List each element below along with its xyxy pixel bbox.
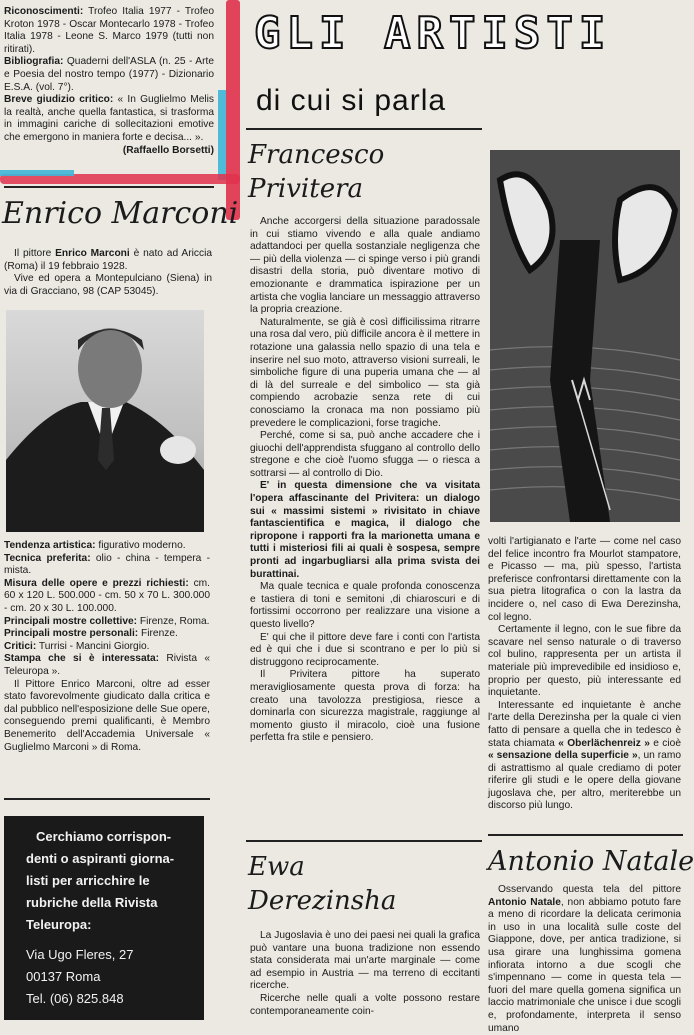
- privitera-article: [250, 216, 480, 745]
- artist-bio: [4, 248, 212, 298]
- ad-line: Cerchiamo corrispon-: [36, 829, 172, 844]
- riconoscimenti: Riconoscimenti: Trofeo Italia 1977 - Trofeo Kroton 1978 - Oscar Montecarlo 1978 - Trofeo Italia 1978 - Leone S. Marco 1979 (tutti non ritirati).: [4, 6, 214, 55]
- ad-address: Via Ugo Fleres, 27: [26, 947, 134, 962]
- fact-personali: Principali mostre personali: Firenze.: [4, 628, 178, 640]
- page-title: GLI ARTISTI: [254, 8, 612, 59]
- section-heading-derezinsha: [248, 850, 396, 918]
- ad-address: 00137 Roma: [26, 969, 101, 984]
- heading-line: Ewa: [248, 852, 305, 882]
- fact-tendenza: Tendenza artistica: figurativo moderno.: [4, 540, 186, 551]
- bio-birth: Il pittore Enrico Marconi è nato ad Ariccia (Roma) il 19 febbraio 1928.: [4, 248, 212, 272]
- paragraph: Osservando questa tela del pittore Antonio Natale, non abbiamo potuto fare a meno di ricordare la delicata cerimonia in uso in una località sulle coste del Giappone, dove, per antica tradizione, si usa girare una lunghissima gomena infiorata intorno a due scogli che s'impennano — come in questa tela — fuori del mare quella gomena significa un laccio matrimoniale che unisce i due scogli e, profondamente, interpreta il senso umano: [488, 884, 681, 1034]
- paragraph: Certamente il legno, con le sue fibre da scavare nel senso naturale o di traverso col bulino, rappresenta per un artista il materiale più imprevedibile ed insidioso e, proprio per questo, più interessante ed inquietante.: [488, 624, 681, 699]
- portrait-illustration: [6, 310, 204, 532]
- signature: (Raffaello Borsetti): [122, 144, 214, 156]
- woodcut-illustration: [490, 150, 680, 522]
- paint-mark-red-vertical: [226, 0, 240, 220]
- ad-line: Teleuropa:: [26, 917, 92, 932]
- section-heading-natale: Antonio Natale: [488, 846, 694, 877]
- paragraph: E' qui che il pittore deve fare i conti con l'artista ed è qui che i due si scontrano e per lo più si distruggono reciprocamente.: [250, 631, 480, 668]
- artist-facts: [4, 540, 210, 754]
- section-heading-privitera: [248, 138, 384, 206]
- ad-line: listi per arricchire le: [26, 873, 150, 888]
- paragraph: Anche accorgersi della situazione paradossale in cui stiamo vivendo e alla quale andiamo adattandoci per quella sostanziale negligenza che — più della violenza — ci spinge verso i più grandi disastri della storia, può diventare motivo di emozionante e drammatica ispirazione per un artista che voglia lanciare un messaggio attraverso la propria creazione.: [250, 216, 480, 316]
- derezinsha-article: [250, 930, 480, 1018]
- paragraph: Naturalmente, se già è così difficilissima ritrarre una rosa dal vero, più difficile ancora è il mettere in rotazione una galassia nello spazio di una tela e inserire nel suo moto, attraverso visioni surreali, le simboliche figure di una puperia umana che — al di là del surreale e del simbolico — sta già compiendo acrobazie senza rete di cui conosciamo la cronaca ma non possiamo più prevedere le complicazioni, forse tragiche.: [250, 316, 480, 429]
- woodcut-artwork: [490, 150, 680, 522]
- intro-block: [4, 6, 214, 157]
- artist-portrait: [6, 310, 204, 532]
- heading-line: Francesco: [248, 140, 385, 170]
- paint-mark-cyan: [218, 90, 226, 180]
- paragraph: Perché, come si sa, può anche accadere che i giuochi dell'apprendista sfuggano al controllo dello stregone e che cioè l'uomo sfugga — o riesca a sottrarsi — al controllo di Dio.: [250, 430, 480, 479]
- heading-line: Derezinsha: [248, 886, 397, 916]
- ad-box: [4, 816, 204, 1020]
- natale-article: [488, 884, 681, 1034]
- paragraph-bold: E' in questa dimensione che va visitata l'opera affascinante del Privitera: un dialogo sui « massimi sistemi » rivisitato in chiave fantascientifica e magica, il dialogo che ripropone i rapporti fra la marionetta umana e tutti i misteriosi fili ai quali è sospesa, sempre pronti ad ingarbugliarsi alla prima svista dei burattinai.: [250, 480, 480, 580]
- fact-stampa: Stampa che si è interessata: Rivista « Teleuropa ».: [4, 653, 210, 677]
- fact-misura: Misura delle opere e prezzi richiesti: cm. 60 x 120 L. 500.000 - cm. 50 x 70 L. 300.000 - cm. 20 x 30 L. 100.000.: [4, 577, 210, 614]
- bibliografia: Bibliografia: Quaderni dell'ASLA (n. 25 - Arte e Poesia del nostro tempo (1977) - Dizionario E.S.A. (vol. 7°).: [4, 56, 214, 93]
- paragraph: Il Privitera pittore ha superato meravigliosamente questa prova di forza: ha creato una tavolozza prestigiosa, riesce a dominarla con sicurezza magistrale, raggiunge al momento giusto il miracolo, cioè una fusione perfetta fra stile e pensiero.: [250, 669, 480, 744]
- fact-critici: Critici: Turrisi - Mancini Giorgio.: [4, 640, 150, 652]
- paragraph: volti l'artigianato e l'arte — come nel caso del felice incontro fra Mourlot stampatore, e Picasso — ma, più spesso, l'artista preferisce confrontarsi direttamente con la sua pietra litografica o con la lastra da incidere o, nel caso di Ewa Derezinsha, col legno.: [488, 536, 681, 623]
- divider-middle-bottom: [246, 840, 482, 842]
- divider-middle-top: [246, 128, 482, 130]
- paragraph: Ma quale tecnica e quale profonda conoscenza e tastiera di toni e semitoni ,di chiaroscuri e di fortissimi occorrono per realizzare una visione a questo livello?: [250, 581, 480, 630]
- fact-tecnica: Tecnica preferita: olio - china - tempera - mista.: [4, 552, 211, 577]
- closing-text: Il Pittore Enrico Marconi, oltre ad esser stato favorevolmente giudicato dalla critica e dal pubblico nell'esposizione delle Sue opere, conseguendo premi qualificanti, è Membro Benemerito dell'Accademia Universale « Guglielmo Marconi » di Roma.: [4, 678, 210, 753]
- fact-collettive: Principali mostre collettive: Firenze, Roma.: [4, 615, 210, 627]
- paint-mark-cyan-horizontal: [0, 170, 74, 176]
- paragraph: Ricerche nelle quali a volte possono restare contemporaneamente coin-: [250, 992, 480, 1017]
- bio-residence: Vive ed opera a Montepulciano (Siena) in via di Gracciano, 98 (CAP 53045).: [4, 273, 212, 297]
- heading-line: Privitera: [248, 174, 364, 204]
- artist-name-heading: Enrico Marconi: [2, 196, 239, 231]
- divider-right: [488, 834, 683, 836]
- giudizio-critico: Breve giudizio critico: « In Guglielmo Melis la realtà, anche quella fantastica, si trasforma in immagini cariche di sollecitazioni emotive che emergono in maniera forte e decisa... ».: [4, 94, 214, 143]
- paragraph: La Jugoslavia è uno dei paesi nei quali la grafica può vantare una buona tradizione non essendo stata considerata mai un'arte marginale — come ad esempio in Austria — ma terreno di eccitanti ricerche.: [250, 930, 480, 992]
- paragraph: Interessante ed inquietante è anche l'arte della Derezinsha per la quale ci vien fatto di pensare a quella che in tedesco è stata chiamata « Oberlächenreiz » e cioè « sensazione della superficie », un ramo di astrattismo al quale crediamo di poter riferire gli studi e le opere della giovane jugoslava che, per altro, meriterebbe un discorso più lungo.: [488, 699, 681, 812]
- ad-line: denti o aspiranti giorna-: [26, 851, 175, 866]
- ad-phone: Tel. (06) 825.848: [26, 991, 124, 1006]
- divider-left: [4, 798, 210, 800]
- derezinsha-continued: [488, 536, 681, 813]
- page-subtitle: di cui si parla: [256, 84, 447, 117]
- divider: [4, 186, 214, 188]
- ad-line: rubriche della Rivista: [26, 895, 158, 910]
